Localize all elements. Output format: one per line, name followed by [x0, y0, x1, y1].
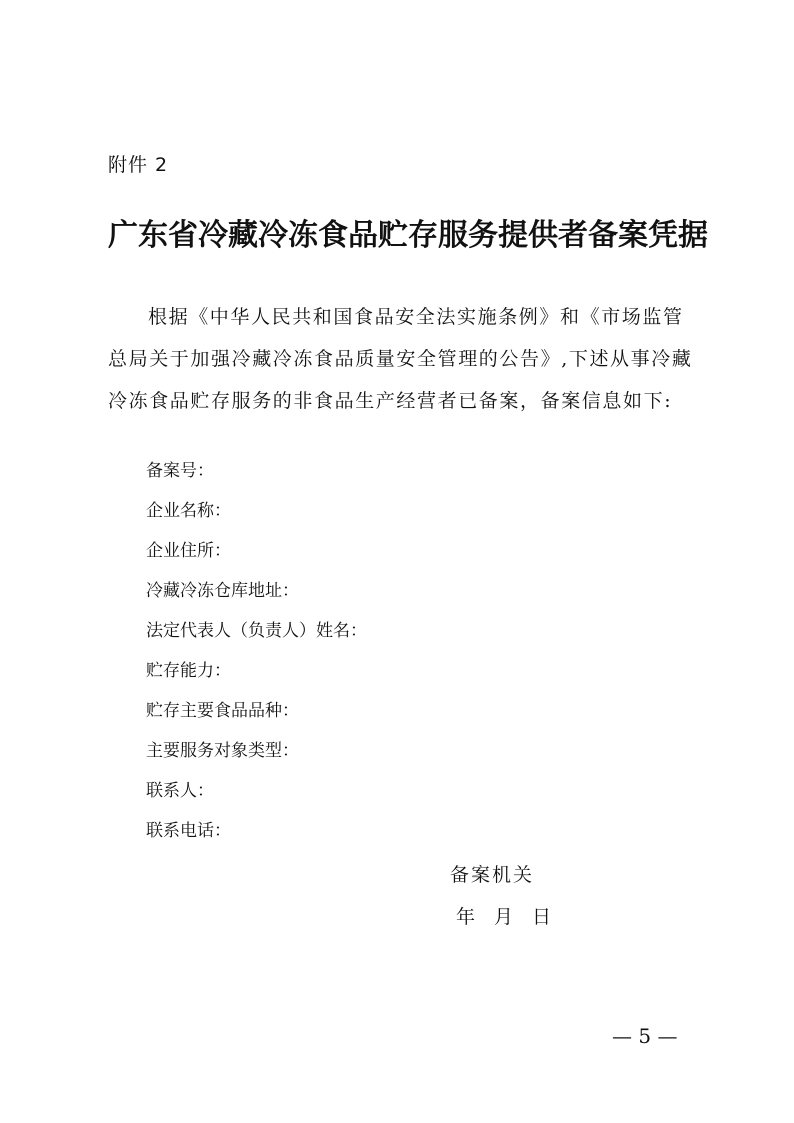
field-service-target: 主要服务对象类型： [146, 741, 299, 761]
field-filing-number: 备案号： [146, 461, 214, 481]
page-number: — 5 — [612, 1024, 678, 1048]
document-title: 广东省冷藏冷冻食品贮存服务提供者备案凭据 [108, 218, 708, 253]
field-contact-person: 联系人： [146, 781, 214, 801]
intro-line: 冷冻食品贮存服务的非食品生产经营者已备案，备案信息如下: [108, 390, 673, 412]
intro-line: 总局关于加强冷藏冷冻食品质量安全管理的公告》,下述从事冷藏 [108, 348, 693, 370]
filing-authority: 备案机关 [450, 864, 535, 886]
field-contact-phone: 联系电话： [146, 821, 231, 841]
filing-fields [146, 458, 706, 858]
field-storage-capacity: 贮存能力： [146, 661, 231, 681]
field-company-address: 企业住所： [146, 541, 231, 561]
attachment-label: 附件 2 [108, 154, 169, 176]
intro-paragraph [108, 296, 698, 422]
field-company-name: 企业名称： [146, 501, 231, 521]
field-food-types: 贮存主要食品品种： [146, 701, 299, 721]
date-line: 年 月 日 [456, 906, 552, 928]
field-warehouse-address: 冷藏冷冻仓库地址： [146, 581, 299, 601]
field-legal-representative: 法定代表人（负责人）姓名： [146, 621, 367, 641]
intro-line: 根据《中华人民共和国食品安全法实施条例》和《市场监管 [148, 306, 684, 328]
